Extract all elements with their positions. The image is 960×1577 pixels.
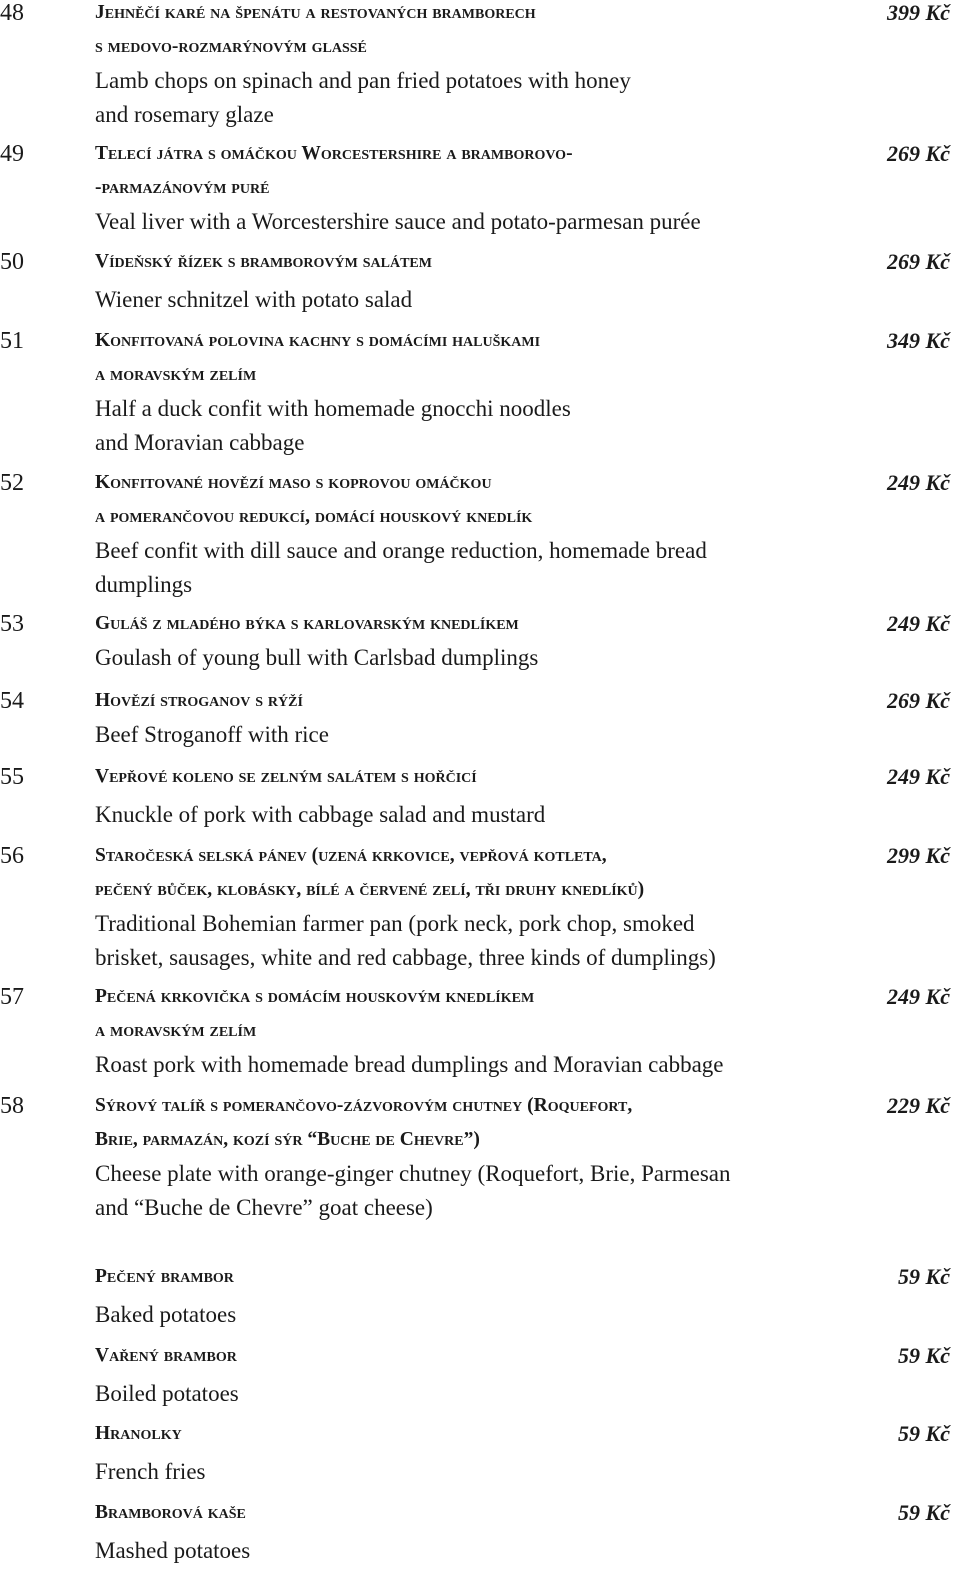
item-body: [95, 1089, 815, 1225]
item-name-english: French fries: [95, 1459, 206, 1484]
item-body: [95, 1496, 815, 1568]
item-name-czech: Jehněčí karé na špenátu a restovaných bramborech: [95, 2, 536, 23]
item-number: 52: [0, 470, 24, 496]
item-number: 53: [0, 611, 24, 637]
item-body: [95, 0, 815, 132]
item-name-english: and Moravian cabbage: [95, 430, 305, 455]
item-number: 54: [0, 688, 24, 714]
item-number: 51: [0, 328, 24, 354]
item-name-english: and rosemary glaze: [95, 102, 274, 127]
item-name-czech: Vařený brambor: [95, 1345, 237, 1366]
item-name-czech: Vepřové koleno se zelným salátem s hořčicí: [95, 766, 477, 787]
item-number: 55: [0, 764, 24, 790]
item-name-english: dumplings: [95, 572, 193, 597]
item-number: 49: [0, 141, 24, 167]
item-body: [95, 760, 815, 832]
item-name-czech: Konfitované hovězí maso s koprovou omáčkou: [95, 472, 492, 493]
item-price: 59 Kč: [898, 1500, 950, 1525]
item-name-czech: a moravským zelím: [95, 364, 257, 385]
item-body: [95, 1417, 815, 1489]
item-price: 249 Kč: [887, 984, 950, 1009]
item-body: [95, 1339, 815, 1411]
item-name-czech: Brie, parmazán, kozí sýr “Buche de Chevre”): [95, 1129, 480, 1150]
item-name-english: Beef confit with dill sauce and orange reduction, homemade bread: [95, 538, 707, 563]
item-body: [95, 466, 815, 602]
item-price: 249 Kč: [887, 470, 950, 495]
item-name-czech: Telecí játra s omáčkou Worcestershire a bramborovo-: [95, 143, 573, 164]
item-number: 58: [0, 1093, 24, 1119]
item-name-english: Knuckle of pork with cabbage salad and mustard: [95, 802, 546, 827]
item-name-english: Beef Stroganoff with rice: [95, 722, 329, 747]
item-name-czech: Guláš z mladého býka s karlovarským knedlíkem: [95, 613, 519, 634]
item-price: 249 Kč: [887, 611, 950, 636]
item-name-czech: Staročeská selská pánev (uzená krkovice, vepřová kotleta,: [95, 845, 607, 866]
item-price: 249 Kč: [887, 764, 950, 789]
item-name-czech: Pečený brambor: [95, 1266, 234, 1287]
item-name-czech: a moravským zelím: [95, 1020, 257, 1041]
item-name-czech: Hovězí stroganov s rýží: [95, 690, 303, 711]
item-name-czech: -parmazánovým puré: [95, 177, 270, 198]
item-name-czech: Vídeňský řízek s bramborovým salátem: [95, 251, 432, 272]
item-name-english: Half a duck confit with homemade gnocchi noodles: [95, 396, 571, 421]
item-price: 59 Kč: [898, 1343, 950, 1368]
item-price: 349 Kč: [887, 328, 950, 353]
item-name-english: Mashed potatoes: [95, 1538, 251, 1563]
item-price: 299 Kč: [887, 843, 950, 868]
item-number: 57: [0, 984, 24, 1010]
item-body: [95, 684, 815, 752]
item-body: [95, 607, 815, 675]
item-name-english: brisket, sausages, white and red cabbage, three kinds of dumplings): [95, 945, 716, 970]
item-body: [95, 980, 815, 1082]
item-name-english: and “Buche de Chevre” goat cheese): [95, 1195, 433, 1220]
item-name-english: Cheese plate with orange-ginger chutney (Roquefort, Brie, Parmesan: [95, 1161, 731, 1186]
item-name-czech: s medovo-rozmarýnovým glassé: [95, 36, 367, 57]
item-name-english: Lamb chops on spinach and pan fried potatoes with honey: [95, 68, 631, 93]
item-name-english: Roast pork with homemade bread dumplings and Moravian cabbage: [95, 1052, 724, 1077]
item-body: [95, 245, 815, 317]
item-number: 50: [0, 249, 24, 275]
item-number: 56: [0, 843, 24, 869]
item-price: 59 Kč: [898, 1421, 950, 1446]
item-price: 399 Kč: [887, 0, 950, 25]
item-price: 269 Kč: [887, 249, 950, 274]
item-name-czech: Bramborová kaše: [95, 1502, 246, 1523]
item-number: 48: [0, 0, 24, 26]
item-name-czech: pečený bůček, klobásky, bílé a červené zelí, tři druhy knedlíků): [95, 879, 645, 900]
item-body: [95, 1260, 815, 1332]
item-name-english: Boiled potatoes: [95, 1381, 239, 1406]
item-body: [95, 839, 815, 975]
item-name-czech: Hranolky: [95, 1423, 182, 1444]
item-price: 229 Kč: [887, 1093, 950, 1118]
item-name-english: Baked potatoes: [95, 1302, 237, 1327]
item-body: [95, 137, 815, 239]
item-name-czech: a pomerančovou redukcí, domácí houskový knedlík: [95, 506, 533, 527]
item-name-czech: Sýrový talíř s pomerančovo-zázvorovým chutney (Roquefort,: [95, 1095, 633, 1116]
item-price: 59 Kč: [898, 1264, 950, 1289]
item-price: 269 Kč: [887, 141, 950, 166]
item-name-english: Traditional Bohemian farmer pan (pork neck, pork chop, smoked: [95, 911, 695, 936]
item-name-english: Veal liver with a Worcestershire sauce and potato-parmesan purée: [95, 209, 701, 234]
item-body: [95, 324, 815, 460]
item-name-english: Wiener schnitzel with potato salad: [95, 287, 413, 312]
item-name-czech: Pečená krkovička s domácím houskovým knedlíkem: [95, 986, 535, 1007]
item-name-czech: Konfitovaná polovina kachny s domácími haluškami: [95, 330, 541, 351]
item-price: 269 Kč: [887, 688, 950, 713]
item-name-english: Goulash of young bull with Carlsbad dumplings: [95, 645, 539, 670]
